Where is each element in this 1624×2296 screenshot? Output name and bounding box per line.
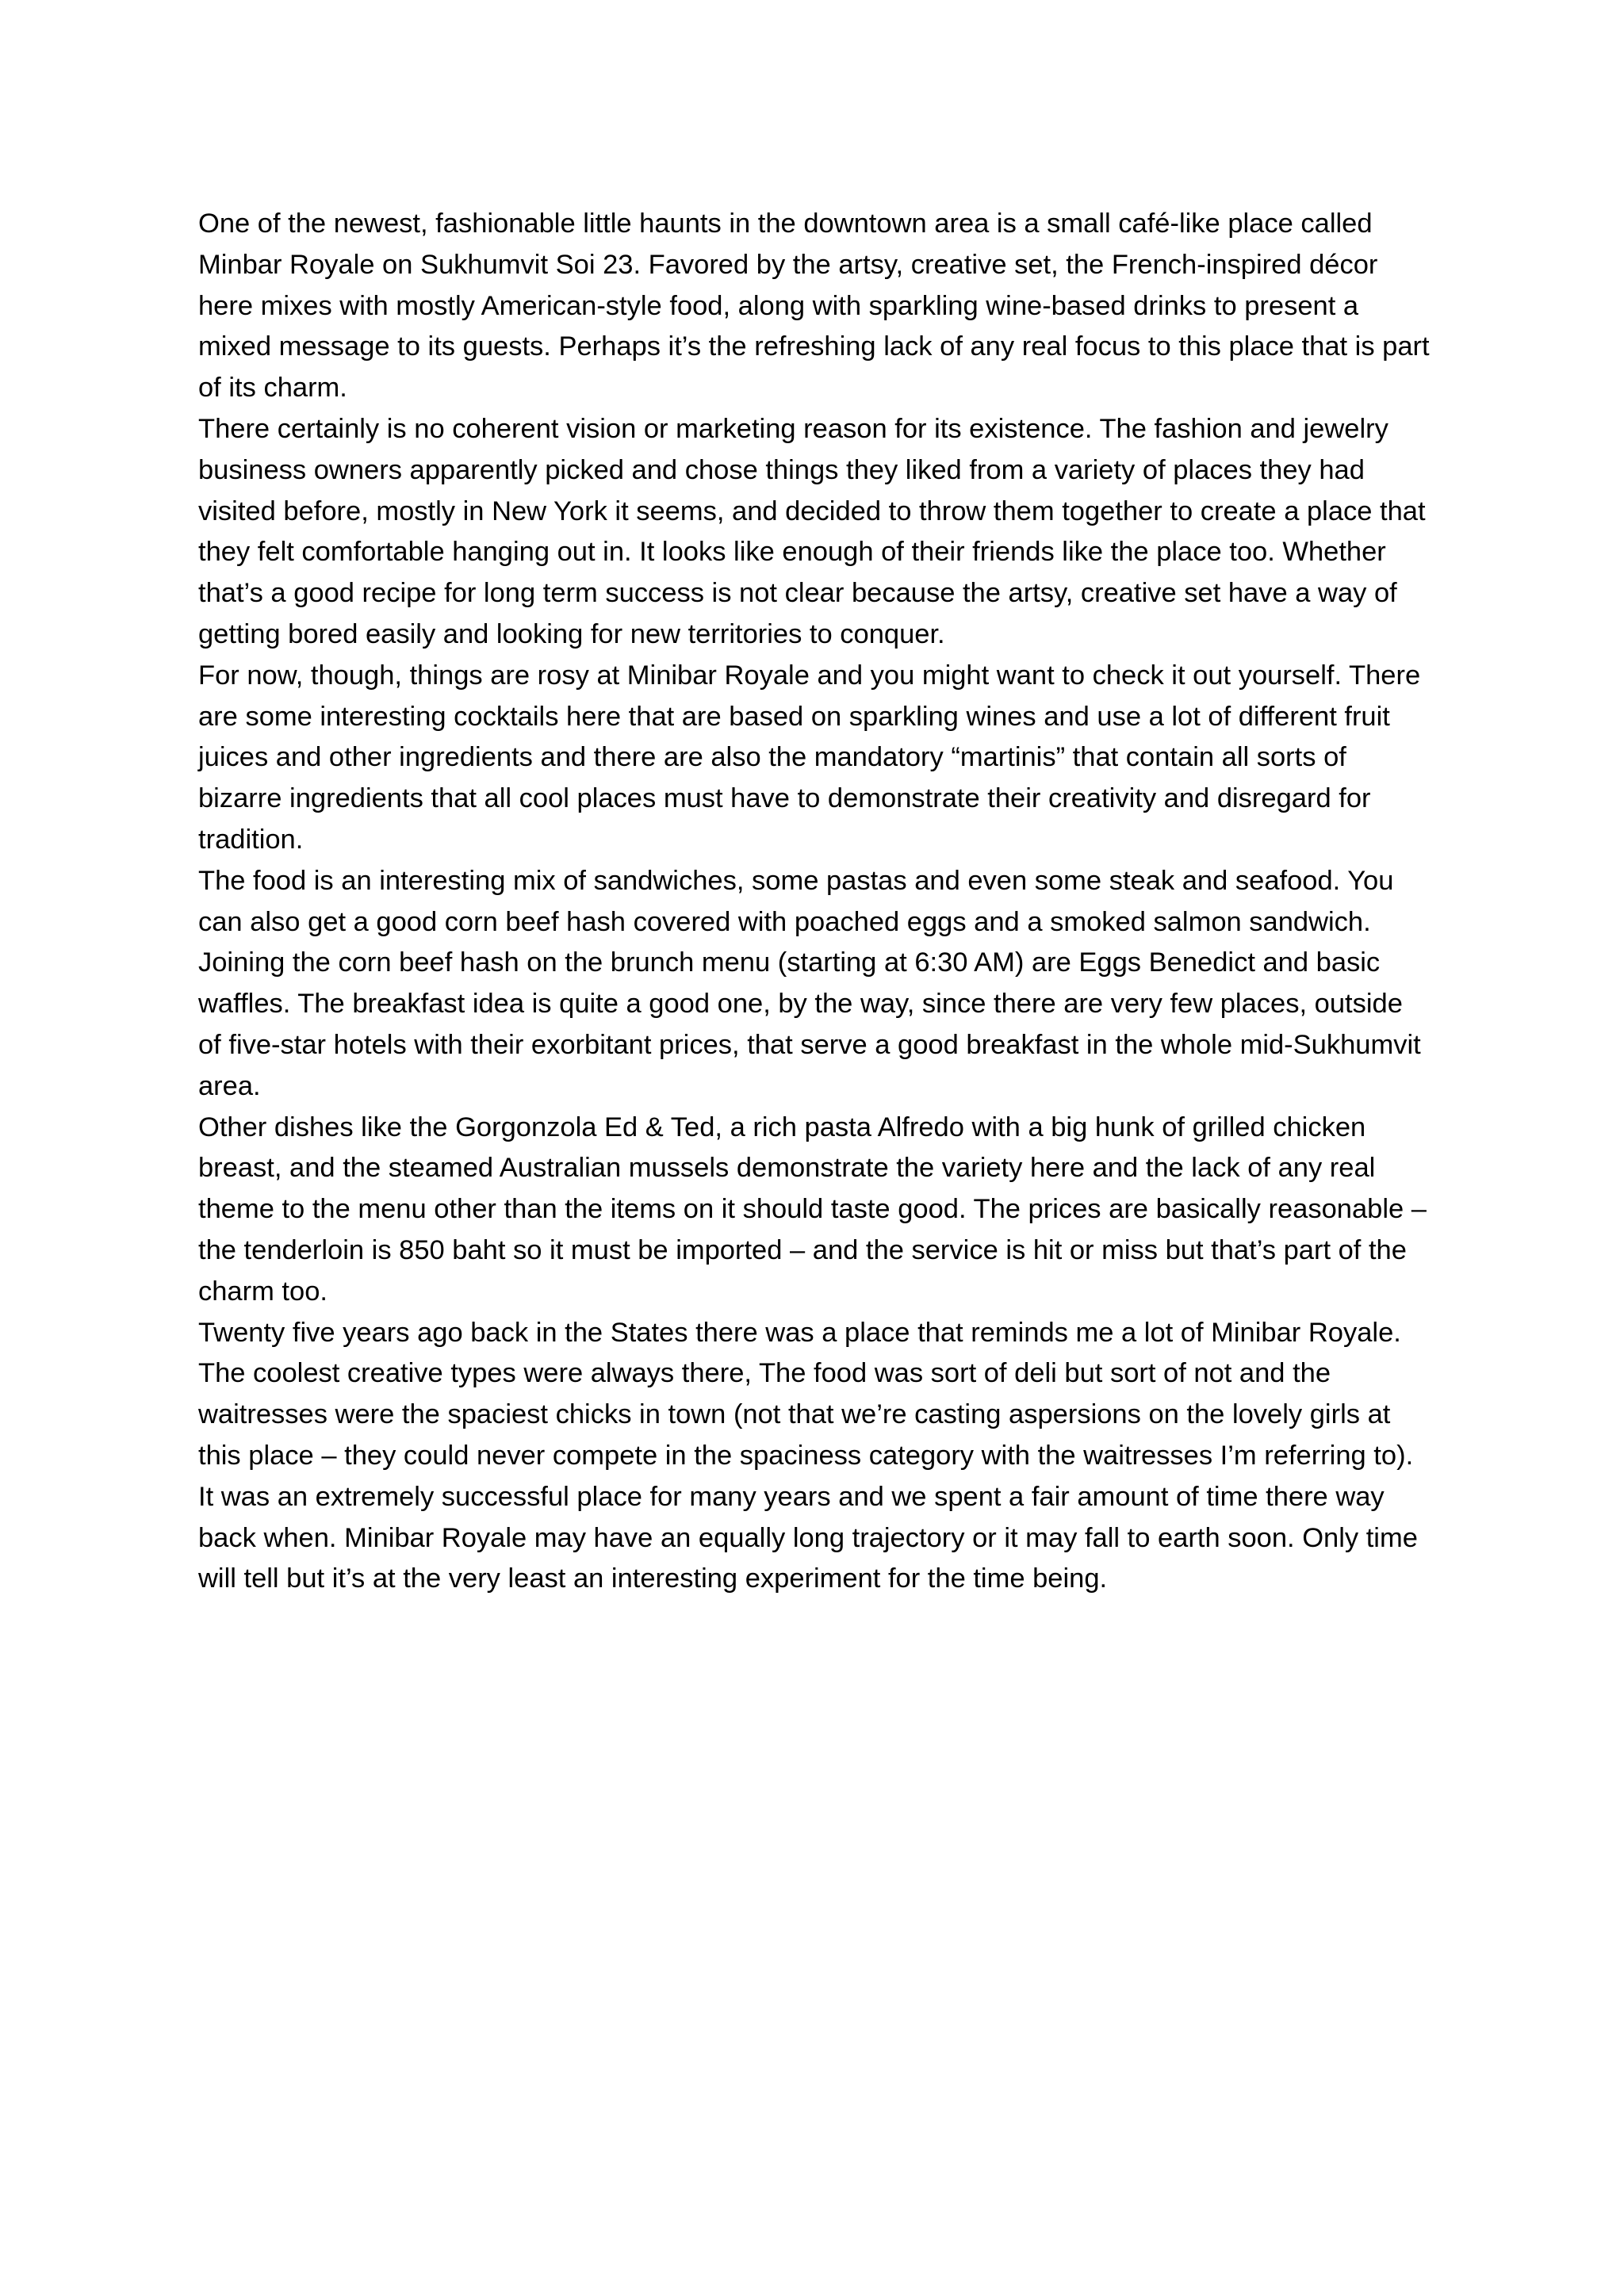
text-line: The food is an interesting mix of sandwiches, some pastas and even some steak and seafood. You — [198, 865, 1394, 896]
text-line: this place – they could never compete in the spaciness category with the waitresses I’m referring to). — [198, 1440, 1414, 1471]
text-line: they felt comfortable hanging out in. It looks like enough of their friends like the place too. Whether — [198, 537, 1386, 568]
text-line: For now, though, things are rosy at Minibar Royale and you might want to check it out yourself. There — [198, 660, 1421, 691]
text-line: of five-star hotels with their exorbitant prices, that serve a good breakfast in the whole mid-Sukhumvit — [198, 1029, 1421, 1060]
text-line: tradition. — [198, 824, 304, 855]
text-line: business owners apparently picked and chose things they liked from a variety of places they had — [198, 454, 1365, 485]
text-line: back when. Minibar Royale may have an equally long trajectory or it may fall to earth soon. Only time — [198, 1522, 1418, 1553]
text-line: can also get a good corn beef hash covered with poached eggs and a smoked salmon sandwich. — [198, 906, 1371, 937]
text-line: Twenty five years ago back in the States there was a place that reminds me a lot of Minibar Royale. — [198, 1317, 1401, 1348]
text-line: bizarre ingredients that all cool places must have to demonstrate their creativity and disregard for — [198, 783, 1371, 814]
text-line: theme to the menu other than the items on it should taste good. The prices are basically reasonable – — [198, 1194, 1427, 1225]
text-line: will tell but it’s at the very least an interesting experiment for the time being. — [198, 1563, 1108, 1594]
text-line: the tenderloin is 850 baht so it must be imported – and the service is hit or miss but that’s part of the — [198, 1234, 1407, 1265]
text-line: One of the newest, fashionable little haunts in the downtown area is a small café-like place called — [198, 209, 1373, 239]
text-line: waffles. The breakfast idea is quite a good one, by the way, since there are very few places, outside — [198, 989, 1403, 1020]
text-line: here mixes with mostly American-style food, along with sparkling wine-based drinks to present a — [198, 290, 1359, 321]
text-line: mixed message to its guests. Perhaps it’s the refreshing lack of any real focus to this place that is part — [198, 331, 1430, 362]
text-line: of its charm. — [198, 373, 347, 404]
text-line: juices and other ingredients and there are also the mandatory “martinis” that contain all sorts of — [198, 742, 1346, 773]
text-line: waitresses were the spaciest chicks in town (not that we’re casting aspersions on the lovely girls at — [198, 1399, 1391, 1430]
document-body — [198, 204, 1459, 1600]
text-line: The coolest creative types were always there, The food was sort of deli but sort of not and the — [198, 1358, 1331, 1389]
text-line: There certainly is no coherent vision or marketing reason for its existence. The fashion and jewelry — [198, 413, 1388, 444]
text-line: breast, and the steamed Australian mussels demonstrate the variety here and the lack of any real — [198, 1153, 1376, 1184]
text-line: It was an extremely successful place for many years and we spent a fair amount of time there way — [198, 1481, 1385, 1512]
text-line: getting bored easily and looking for new territories to conquer. — [198, 618, 945, 649]
text-line: area. — [198, 1070, 261, 1101]
text-line: Minbar Royale on Sukhumvit Soi 23. Favored by the artsy, creative set, the French-inspired décor — [198, 249, 1378, 280]
text-line: are some interesting cocktails here that are based on sparkling wines and use a lot of different fruit — [198, 701, 1390, 732]
text-line: charm too. — [198, 1276, 327, 1307]
text-line: Joining the corn beef hash on the brunch menu (starting at 6:30 AM) are Eggs Benedict and basic — [198, 947, 1381, 978]
text-line: Other dishes like the Gorgonzola Ed & Ted, a rich pasta Alfredo with a big hunk of grilled chicken — [198, 1112, 1366, 1142]
text-line: that’s a good recipe for long term success is not clear because the artsy, creative set have a way of — [198, 578, 1397, 609]
text-line: visited before, mostly in New York it seems, and decided to throw them together to create a place that — [198, 496, 1426, 526]
